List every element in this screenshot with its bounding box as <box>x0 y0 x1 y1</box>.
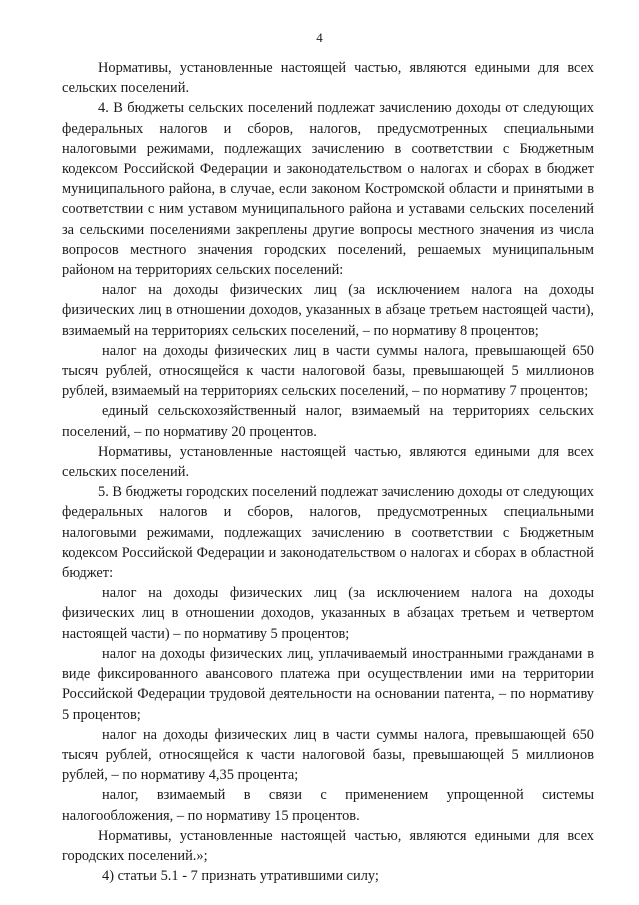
paragraph-item-5: 5. В бюджеты городских поселений подлежат зачислению доходы от следующих федеральных налогов и сборов, налогов, предусмотренных специальными налоговыми режимами, подлежащих зачислению в соответствии с Бюджетным кодексом Российской Федерации и законодательством о налогах и сборах в областной бюджет: <box>62 484 594 582</box>
paragraph-norms-urban: Нормативы, установленные настоящей частью, являются едиными для всех городских поселений.»; <box>62 827 594 864</box>
paragraph-item-4: 4. В бюджеты сельских поселений подлежат зачислению доходы от следующих федеральных налогов и сборов, налогов, предусмотренных специальными налоговыми режимами, подлежащих зачислению в соответствии с Бюджетным кодексом Российской Федерации и законодательством о налогах и сборах в бюджет муниципального района, в случае, если законом Костромской области и принятыми в соответствии с ним уставом муниципального района и уставами сельских поселений за сельскими поселениями закреплены другие вопросы местного значения из числа вопросов местного значения городских поселений, решаемых муниципальным районом на территориях сельских поселений: <box>62 100 594 279</box>
document-body <box>62 58 594 886</box>
paragraph-rural-eskhn: единый сельскохозяйственный налог, взимаемый на территориях сельских поселений, – по нормативу 20 процентов. <box>62 403 594 440</box>
paragraph-urban-ndfl: налог на доходы физических лиц (за исключением налога на доходы физических лиц в отношении доходов, указанных в абзацах третьем и четвертом настоящей части) – по нормативу 5 процентов; <box>62 585 594 642</box>
paragraph-urban-ndfl-650: налог на доходы физических лиц в части суммы налога, превышающей 650 тысяч рублей, относящейся к части налоговой базы, превышающей 5 миллионов рублей, – по нормативу 4,35 процента; <box>62 726 594 784</box>
paragraph-norms-rural-1: Нормативы, установленные настоящей частью, являются едиными для всех сельских поселений. <box>62 60 594 97</box>
paragraph-norms-rural-2: Нормативы, установленные настоящей частью, являются едиными для всех сельских поселений. <box>62 443 594 481</box>
paragraph-rural-ndfl-650: налог на доходы физических лиц в части суммы налога, превышающей 650 тысяч рублей, относящейся к части налоговой базы, превышающей 5 миллионов рублей, взимаемый на территориях сельских поселений, – по нормативу 7 процентов; <box>62 342 594 400</box>
page-number: 4 <box>316 30 323 45</box>
paragraph-urban-ndfl-patent: налог на доходы физических лиц, уплачиваемый иностранными гражданами в виде фиксированного авансового платежа при осуществлении ими на территории Российской Федерации трудовой деятельности на основании патента, – по нормативу 5 процентов; <box>62 645 594 723</box>
paragraph-urban-usn: налог, взимаемый в связи с применением упрощенной системы налогообложения, – по нормативу 15 процентов. <box>62 787 594 824</box>
paragraph-item-4-articles: 4) статьи 5.1 - 7 признать утратившими силу; <box>102 868 379 885</box>
paragraph-rural-ndfl: налог на доходы физических лиц (за исключением налога на доходы физических лиц в отношении доходов, указанных в абзаце третьем настоящей части), взимаемый на территориях сельских поселений, – по нормативу 8 процентов; <box>62 282 594 339</box>
